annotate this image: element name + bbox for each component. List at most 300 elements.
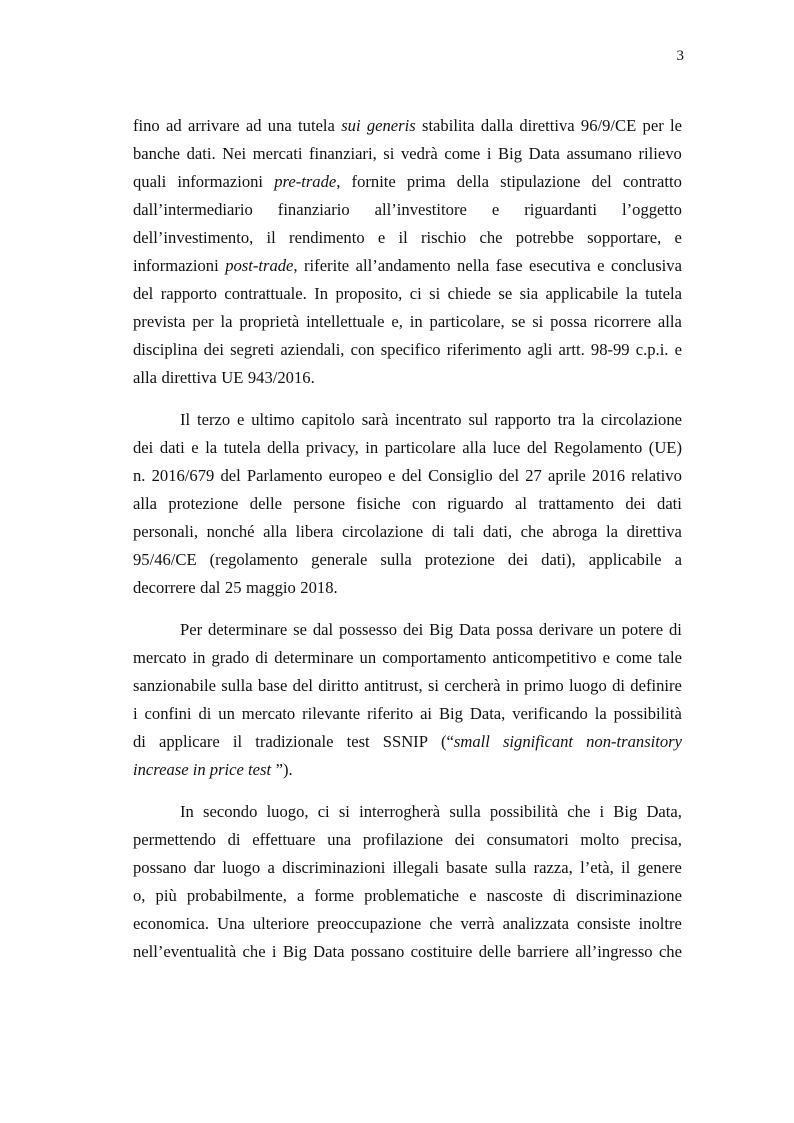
text-line: [133, 798, 682, 826]
word: ci: [317, 802, 330, 821]
paragraph: [133, 616, 682, 784]
text-line: [133, 826, 682, 854]
word: non-transitory: [586, 732, 682, 751]
word: comportamento: [382, 648, 487, 667]
word: a: [674, 550, 682, 569]
word: e: [191, 438, 199, 457]
word: delle: [478, 942, 511, 961]
word: privacy,: [305, 438, 359, 457]
text-line: [133, 308, 682, 336]
word: il: [266, 228, 276, 247]
word: possibilità: [613, 704, 682, 723]
word: dati.: [186, 144, 216, 163]
word: ricorrere: [593, 312, 651, 331]
word: basate: [446, 858, 488, 877]
text-line: [133, 910, 682, 938]
word: l’età,: [580, 858, 614, 877]
word: terzo: [196, 410, 231, 429]
word: finanziari,: [309, 144, 377, 163]
word: forme: [314, 886, 355, 905]
word: che: [479, 228, 503, 247]
word: analizzata: [502, 914, 569, 933]
word-group: [225, 252, 297, 280]
word: post-trade: [225, 256, 294, 275]
word: con: [350, 340, 375, 359]
word: di: [255, 648, 269, 667]
word: della: [456, 172, 490, 191]
word: se: [498, 284, 513, 303]
paragraph: [133, 112, 682, 392]
word: prevista: [133, 312, 186, 331]
word: Regolamento: [553, 438, 643, 457]
word: diritto: [318, 676, 359, 695]
word: dati,: [483, 522, 513, 541]
text-line: [133, 462, 682, 490]
word-group: [441, 728, 490, 756]
word: dati),: [541, 550, 576, 569]
text-line: [133, 406, 682, 434]
word: sia: [519, 284, 539, 303]
word: della: [267, 438, 300, 457]
word: ad: [166, 116, 182, 135]
word: 2018.: [300, 578, 338, 597]
word: ,: [336, 172, 341, 191]
word: fase: [495, 256, 523, 275]
word: per: [192, 312, 214, 331]
word: dei: [454, 830, 475, 849]
text-line: [133, 336, 682, 364]
word: dalla: [480, 116, 514, 135]
word: e: [674, 228, 682, 247]
word: protezione: [168, 494, 239, 513]
word: ”).: [275, 760, 293, 779]
word: luogo,: [266, 802, 309, 821]
word: verrà: [460, 914, 495, 933]
word: SSNIP: [382, 732, 428, 751]
word: e: [388, 466, 396, 485]
word: permettendo: [133, 830, 216, 849]
word: rapporto: [160, 284, 217, 303]
word: mercati: [252, 144, 303, 163]
word: Big: [438, 704, 463, 723]
word: di: [198, 704, 212, 723]
word: tutela: [298, 116, 335, 135]
word: rapporto: [494, 410, 551, 429]
word: tali: [453, 522, 475, 541]
word: si: [429, 284, 441, 303]
word: precisa,: [630, 830, 682, 849]
word: che: [658, 942, 682, 961]
text-line: [133, 280, 682, 308]
text-line: [133, 756, 682, 784]
word: i: [271, 942, 277, 961]
word: persone: [293, 494, 346, 513]
word: di: [133, 732, 146, 751]
word: molto: [580, 830, 620, 849]
word: In: [314, 284, 329, 303]
word: i: [486, 144, 492, 163]
word: Nei: [222, 144, 247, 163]
word: se: [511, 312, 526, 331]
word: grado: [211, 648, 250, 667]
word: sarà: [361, 410, 389, 429]
word: del: [526, 438, 548, 457]
word: prima: [406, 172, 446, 191]
word: 95/46/CE: [133, 550, 197, 569]
word: informazioni: [133, 256, 219, 275]
word: determinare: [208, 620, 288, 639]
word: di: [431, 522, 445, 541]
word: specifico: [380, 340, 441, 359]
word: definire: [630, 676, 682, 695]
word: rendimento: [289, 228, 365, 247]
word: mercato: [133, 648, 187, 667]
word: stabilita: [421, 116, 475, 135]
paragraph: [133, 406, 682, 602]
word: se: [293, 620, 307, 639]
word: la: [625, 284, 638, 303]
word: potere: [621, 620, 664, 639]
word: la: [606, 522, 618, 541]
word: mercato: [241, 704, 296, 723]
word: incentrato: [395, 410, 462, 429]
word: un: [218, 704, 235, 723]
word: Il: [180, 410, 191, 429]
word-group: [133, 756, 293, 784]
word: alla: [133, 368, 157, 387]
word: artt.: [558, 340, 585, 359]
word: intellettuale: [306, 312, 385, 331]
word: l’oggetto: [622, 200, 682, 219]
word: dell’investimento,: [133, 228, 254, 247]
word: del: [401, 466, 422, 485]
word: Big: [429, 620, 454, 639]
word: il: [398, 228, 408, 247]
word: aziendali,: [280, 340, 345, 359]
word: e: [597, 256, 605, 275]
word: particolare: [384, 438, 456, 457]
word: e: [491, 200, 500, 219]
word: barriere: [517, 942, 569, 961]
word: luogo: [222, 858, 261, 877]
word: circolazione: [600, 410, 682, 429]
word: che: [567, 802, 591, 821]
word: (UE): [648, 438, 682, 457]
word: all’investitore: [374, 200, 467, 219]
word: dei: [507, 550, 529, 569]
word: UE: [221, 368, 244, 387]
word: illegali: [392, 858, 439, 877]
word: confini: [144, 704, 192, 723]
word: e: [237, 410, 245, 429]
word: Per: [180, 620, 203, 639]
word: del: [220, 466, 241, 485]
word: verificando: [512, 704, 588, 723]
word: sulla: [380, 550, 412, 569]
word: consiste: [577, 914, 631, 933]
word: problematiche: [364, 886, 460, 905]
word: in: [505, 676, 519, 695]
word: all’ingresso: [575, 942, 653, 961]
text-line: [133, 252, 682, 280]
body-text: [133, 112, 682, 966]
word: si: [427, 676, 440, 695]
word: una: [327, 830, 352, 849]
word: finanziario: [277, 200, 350, 219]
word: luce: [492, 438, 521, 457]
word: assumano: [566, 144, 632, 163]
text-line: [133, 882, 682, 910]
word: dei: [203, 340, 224, 359]
word: la: [220, 312, 233, 331]
word: tutela: [223, 438, 261, 457]
word: come: [444, 144, 481, 163]
word: probabilmente,: [186, 886, 287, 905]
word: applicabile: [588, 550, 662, 569]
word: e: [602, 648, 610, 667]
word: più: [155, 886, 177, 905]
word: applicare: [159, 732, 220, 751]
word: e,: [391, 312, 403, 331]
word: contratto: [622, 172, 682, 191]
word: direttiva: [161, 368, 217, 387]
word: nell’eventualità: [133, 942, 237, 961]
text-line: [133, 140, 682, 168]
word: i: [599, 802, 605, 821]
text-line: [133, 700, 682, 728]
word: che: [520, 522, 544, 541]
word: determinare: [274, 648, 354, 667]
word: ai: [420, 704, 433, 723]
word: come: [616, 648, 652, 667]
word: la: [594, 704, 607, 723]
word: alla: [263, 522, 288, 541]
word: applicabile: [545, 284, 619, 303]
word: 27: [525, 466, 542, 485]
word: contrattuale.: [224, 284, 307, 303]
text-line: [133, 490, 682, 518]
word: small: [453, 732, 490, 751]
word-group: [274, 168, 340, 196]
text-line: [133, 616, 682, 644]
word: discriminazioni: [282, 858, 386, 877]
word: riferimento: [446, 340, 522, 359]
word: Data: [458, 620, 491, 639]
word: (“: [441, 732, 454, 751]
word: dei: [133, 438, 154, 457]
word: una: [267, 116, 292, 135]
word: ulteriore: [252, 914, 310, 933]
word: alla: [462, 438, 487, 457]
word: Data: [528, 144, 560, 163]
word: libera: [295, 522, 334, 541]
word: tradizionale: [255, 732, 334, 751]
word: sulla: [449, 802, 481, 821]
word: ad: [245, 116, 262, 135]
word: abroga: [552, 522, 598, 541]
word: capitolo: [301, 410, 355, 429]
word: del: [292, 676, 313, 695]
word: nonché: [206, 522, 255, 541]
word: la: [582, 410, 595, 429]
word: segreti: [230, 340, 275, 359]
word: sopportare,: [587, 228, 662, 247]
word: 2016/679: [151, 466, 215, 485]
word: Big: [498, 144, 523, 163]
word: c.p.i.: [635, 340, 669, 359]
word: luogo: [568, 676, 607, 695]
word: ci: [409, 284, 422, 303]
page-number: 3: [676, 48, 684, 64]
word: il: [232, 732, 243, 751]
word: preoccupazione: [317, 914, 422, 933]
word: disciplina: [133, 340, 198, 359]
word: riferite: [304, 256, 350, 275]
word: Data,: [469, 704, 506, 723]
word: dal: [312, 620, 334, 639]
word: maggio: [246, 578, 296, 597]
word: inoltre: [638, 914, 682, 933]
word: tutela: [645, 284, 682, 303]
word: interrogherà: [359, 802, 441, 821]
word: quali: [133, 172, 167, 191]
word: nella: [457, 256, 490, 275]
word: arrivare: [187, 116, 240, 135]
word: che: [242, 942, 266, 961]
word: di: [668, 620, 682, 639]
text-line: [133, 434, 682, 462]
word: cercherà: [444, 676, 501, 695]
word: relativo: [631, 466, 682, 485]
word: europeo: [328, 466, 383, 485]
word: del: [591, 172, 612, 191]
word: di: [612, 676, 625, 695]
word: e: [469, 886, 477, 905]
word: esecutiva: [528, 256, 591, 275]
word: a: [267, 858, 275, 877]
word: (regolamento: [209, 550, 299, 569]
word: ,: [293, 256, 298, 275]
word: fisiche: [356, 494, 401, 513]
word: economica.: [133, 914, 210, 933]
word: rilievo: [638, 144, 682, 163]
word: sanzionabile: [133, 676, 216, 695]
word: fino: [133, 116, 160, 135]
text-line: [133, 672, 682, 700]
word: con: [412, 494, 436, 513]
word: proprietà: [239, 312, 300, 331]
word: 25: [224, 578, 242, 597]
word: in: [365, 438, 379, 457]
text-line: [133, 644, 682, 672]
word: per: [642, 116, 664, 135]
word: Consiglio: [428, 466, 493, 485]
word: rilevante: [302, 704, 361, 723]
word: n.: [133, 466, 146, 485]
word: in: [409, 312, 423, 331]
word: sui: [341, 116, 361, 135]
word: base: [257, 676, 288, 695]
word: che: [429, 914, 453, 933]
word: Parlamento: [246, 466, 323, 485]
word: dar: [193, 858, 215, 877]
word: i: [133, 704, 138, 723]
word: secondo: [203, 802, 258, 821]
word: al: [515, 494, 527, 513]
word: chiede: [447, 284, 491, 303]
text-line: [133, 224, 682, 252]
word: conclusiva: [610, 256, 682, 275]
text-line: [133, 364, 682, 392]
word: dati: [159, 438, 185, 457]
word: sulla: [494, 858, 527, 877]
word: e: [674, 340, 682, 359]
word: riguardo: [447, 494, 504, 513]
word: di: [227, 830, 241, 849]
word: direttiva: [519, 116, 575, 135]
word: profilazione: [362, 830, 444, 849]
word: protezione: [424, 550, 495, 569]
word: derivare: [538, 620, 594, 639]
word: proposito,: [335, 284, 403, 303]
word: significant: [502, 732, 574, 751]
word: dei: [402, 620, 424, 639]
word: discriminazione: [575, 886, 682, 905]
word: del: [133, 284, 154, 303]
word: riguardanti: [524, 200, 598, 219]
word: del: [498, 466, 520, 485]
word: alla: [657, 312, 682, 331]
word: banche: [133, 144, 180, 163]
word: In: [180, 802, 194, 821]
word: 96/9/CE: [580, 116, 637, 135]
word: decorrere: [133, 578, 196, 597]
word: trattamento: [538, 494, 614, 513]
word: personali,: [133, 522, 198, 541]
word: si: [383, 144, 395, 163]
word: possibilità: [489, 802, 559, 821]
word: dal: [200, 578, 221, 597]
word: costituire: [410, 942, 473, 961]
text-line: [133, 112, 682, 140]
word: o,: [133, 886, 146, 905]
word: effettuare: [252, 830, 316, 849]
word: consumatori: [486, 830, 569, 849]
word: Big: [282, 942, 307, 961]
word: possesso: [338, 620, 398, 639]
word: particolare,: [429, 312, 505, 331]
text-line: [133, 574, 682, 602]
word: e: [377, 228, 386, 247]
word: delle: [249, 494, 283, 513]
text-line: [133, 196, 682, 224]
word: il: [621, 858, 631, 877]
word: sulla: [221, 676, 253, 695]
word: genere: [637, 858, 682, 877]
word: dei: [625, 494, 646, 513]
word: primo: [524, 676, 564, 695]
word: razza,: [533, 858, 573, 877]
text-line: [133, 854, 682, 882]
word: tra: [557, 410, 576, 429]
word: le: [670, 116, 682, 135]
word: possa: [496, 620, 534, 639]
word: Data: [313, 942, 345, 961]
word: un: [359, 648, 377, 667]
text-line: [133, 168, 682, 196]
word: generis: [366, 116, 416, 135]
text-line: [133, 518, 682, 546]
